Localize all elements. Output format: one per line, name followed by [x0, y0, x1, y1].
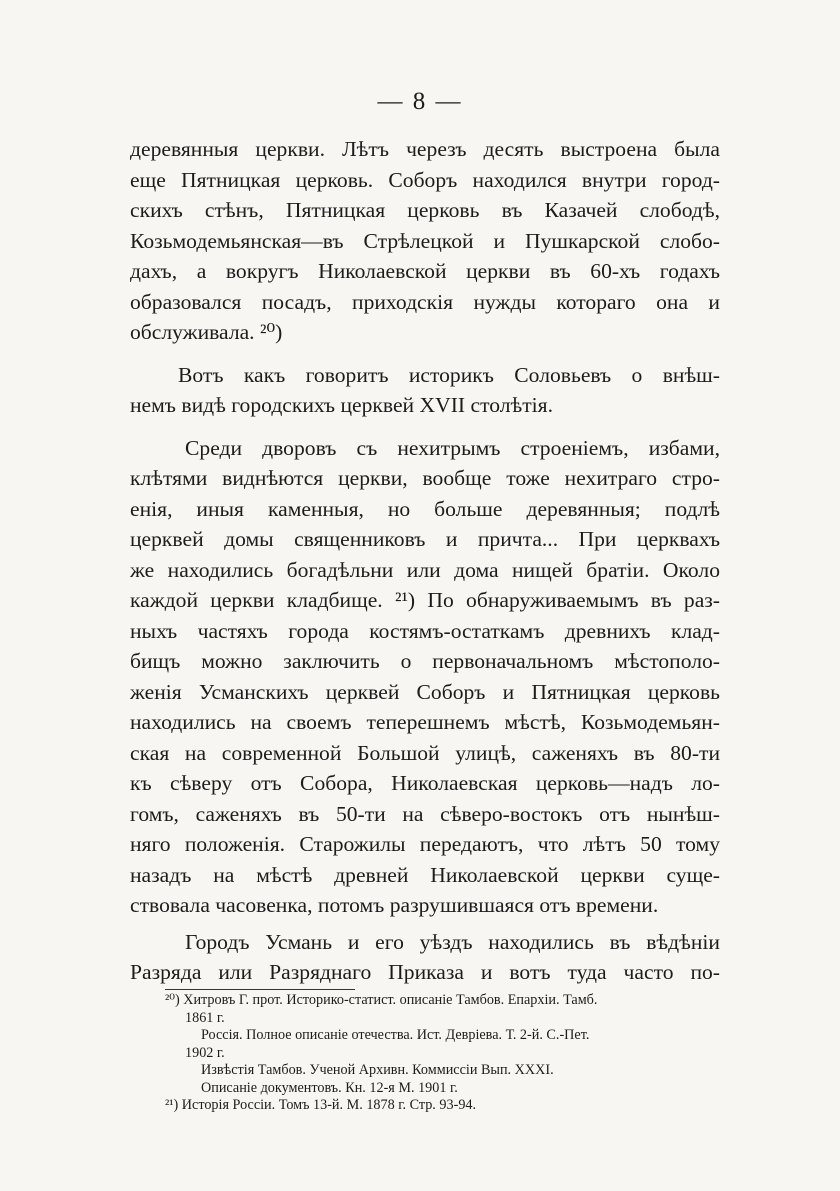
- text-line: дахъ, а вокругъ Николаевской церкви въ 60-хъ годахъ: [130, 259, 720, 283]
- text-line: женія Усманскихъ церквей Соборъ и Пятницкая церковь: [130, 679, 720, 704]
- text-line: гомъ, саженяхъ въ 50-ти на сѣверо-востокъ отъ нынѣш-: [130, 801, 720, 826]
- text-line: ствовала часовенка, потомъ разрушившаяся отъ времени.: [130, 893, 659, 917]
- footnote-line: 1902 г.: [185, 1044, 225, 1061]
- text-line: образовался посадъ, приходскія нужды котораго она и: [130, 289, 720, 314]
- paragraph-2: [130, 360, 720, 391]
- footnote-line: 1861 г.: [185, 1009, 225, 1026]
- text-line: скихъ стѣнъ, Пятницкая церковь въ Казачей слободѣ,: [130, 198, 720, 222]
- text-line: ская на современной Большой улицѣ, саженяхъ въ 80-ти: [130, 740, 720, 765]
- footnote-line: Извѣстія Тамбов. Ученой Архивн. Коммиссіи Вып. XXXI.: [201, 1062, 554, 1078]
- text-line: немъ видѣ городскихъ церквей XVII столѣтія.: [130, 393, 553, 417]
- text-line: клѣтями виднѣются церкви, вообще тоже нехитраго стро-: [130, 466, 720, 490]
- text-line: обслуживала. ²⁰): [130, 320, 283, 344]
- text-line: Среди дворовъ съ нехитрымъ строеніемъ, избами,: [185, 435, 720, 460]
- footnote-line: Россія. Полное описаніе отечества. Ист. Девріева. Т. 2-й. С.-Пет.: [201, 1027, 590, 1043]
- text-line: Городъ Усмань и его уѣздъ находились въ вѣдѣніи: [185, 929, 720, 954]
- text-line: ныхъ частяхъ города костямъ-остаткамъ древнихъ клад-: [130, 618, 720, 643]
- text-line: Козьмодемьянская—въ Стрѣлецкой и Пушкарской слобо-: [130, 228, 720, 253]
- body-text: [130, 134, 720, 988]
- text-line: церквей домы священниковъ и причта... При церквахъ: [130, 527, 720, 551]
- text-line: находились на своемъ теперешнемъ мѣстѣ, Козьмодемьян-: [130, 710, 720, 734]
- text-line: енія, иныя каменныя, но больше деревянныя; подлѣ: [130, 496, 720, 521]
- text-line: каждой церкви кладбище. ²¹) По обнаруживаемымъ въ раз-: [130, 588, 720, 612]
- page-number: — 8 —: [377, 88, 463, 115]
- text-line: няго положенія. Старожилы передаютъ, что лѣтъ 50 тому: [130, 832, 720, 856]
- footnotes: [165, 992, 725, 1115]
- paragraph-2-cont: [130, 390, 720, 421]
- paragraph-1: [130, 134, 720, 348]
- text-line: Разряда или Разряднаго Приказа и вотъ туда часто по-: [130, 960, 720, 984]
- paragraph-3: [130, 433, 720, 921]
- paragraph-4: [130, 927, 720, 988]
- footnote-line: Описаніе документовъ. Кн. 12-я М. 1901 г.: [201, 1079, 458, 1096]
- text-line: назадъ на мѣстѣ древней Николаевской церкви суще-: [130, 862, 720, 887]
- footnote-line: ²⁰) Хитровъ Г. прот. Историко-статист. описаніе Тамбов. Епархіи. Тамб.: [165, 992, 598, 1008]
- text-line: Вотъ какъ говоритъ историкъ Соловьевъ о внѣш-: [178, 362, 720, 387]
- text-line: бищъ можно заключить о первоначальномъ мѣстополо-: [130, 649, 720, 673]
- text-line: же находились богадѣльни или дома нищей братіи. Около: [130, 557, 720, 582]
- footnote-divider: [165, 989, 355, 990]
- text-line: деревянныя церкви. Лѣтъ черезъ десять выстроена была: [130, 137, 720, 161]
- footnote-line: ²¹) Исторія Россіи. Томъ 13-й. М. 1878 г. Стр. 93-94.: [165, 1097, 477, 1113]
- text-line: еще Пятницкая церковь. Соборъ находился внутри город-: [130, 167, 720, 192]
- text-line: къ сѣверу отъ Собора, Николаевская церковь—надъ ло-: [130, 771, 720, 795]
